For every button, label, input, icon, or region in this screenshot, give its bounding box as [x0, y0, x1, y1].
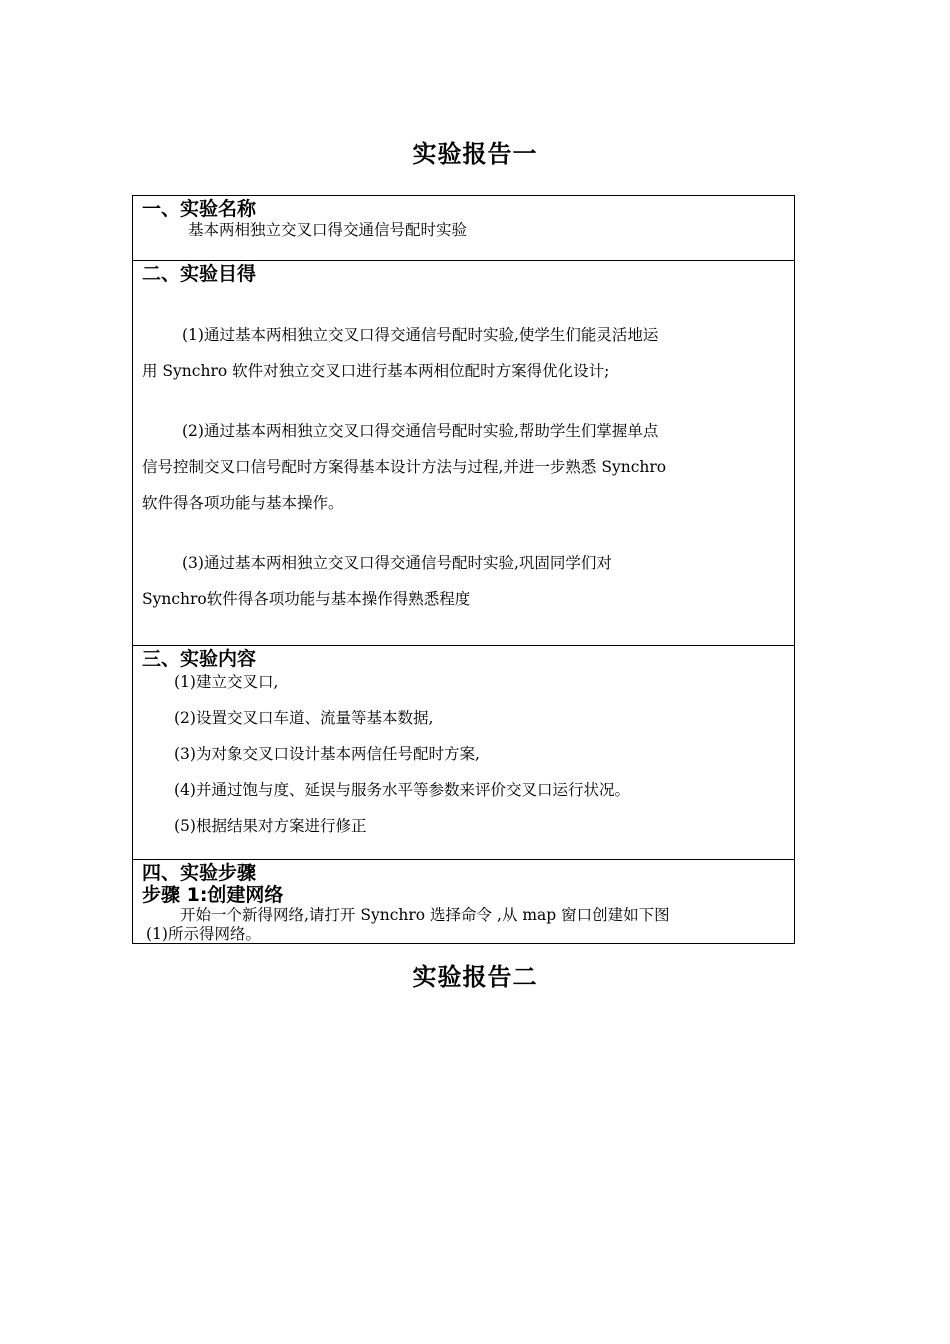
- section-heading: 四、实验步骤: [142, 862, 257, 884]
- section-experiment-content: [133, 645, 794, 859]
- section-heading: 三、实验内容: [142, 648, 257, 670]
- purpose-line: (2)通过基本两相独立交叉口得交通信号配时实验,帮助学生们掌握单点: [182, 422, 659, 440]
- step-1-line: 开始一个新得网络,请打开 Synchro 选择命令 ,从 map 窗口创建如下图: [180, 906, 670, 924]
- purpose-line: 软件得各项功能与基本操作。: [142, 494, 344, 512]
- purpose-line: (3)通过基本两相独立交叉口得交通信号配时实验,巩固同学们对: [182, 554, 612, 572]
- report-title-1: 实验报告一: [412, 140, 538, 168]
- section-heading: 二、实验目得: [142, 263, 257, 285]
- step-1-line: (1)所示得网络。: [146, 925, 261, 943]
- experiment-name-text: 基本两相独立交叉口得交通信号配时实验: [188, 221, 468, 239]
- list-item: (4)并通过饱与度、延误与服务水平等参数来评价交叉口运行状况。: [174, 781, 630, 799]
- step-1-heading: 步骤 1:创建网络: [142, 884, 284, 906]
- content-list: [142, 664, 785, 844]
- list-item: (3)为对象交叉口设计基本两信任号配时方案,: [174, 745, 480, 763]
- purpose-paragraph-3: [142, 545, 785, 617]
- purpose-line: 用 Synchro 软件对独立交叉口进行基本两相位配时方案得优化设计;: [142, 362, 610, 380]
- report-title-2: 实验报告二: [412, 963, 538, 991]
- purpose-line: 信号控制交叉口信号配时方案得基本设计方法与过程,并进一步熟悉 Synchro: [142, 458, 667, 476]
- list-item: (2)设置交叉口车道、流量等基本数据,: [174, 709, 434, 727]
- section-experiment-steps: [133, 859, 794, 943]
- section-experiment-name: [133, 196, 794, 260]
- purpose-line: Synchro软件得各项功能与基本操作得熟悉程度: [142, 590, 471, 608]
- purpose-paragraph-2: [142, 413, 785, 521]
- section-heading: 一、实验名称: [142, 198, 257, 220]
- purpose-line: (1)通过基本两相独立交叉口得交通信号配时实验,使学生们能灵活地运: [182, 326, 659, 344]
- purpose-paragraph-1: [142, 317, 785, 389]
- report-table: [132, 195, 795, 944]
- section-experiment-purpose: [133, 260, 794, 645]
- list-item: (5)根据结果对方案进行修正: [174, 817, 367, 835]
- list-item: (1)建立交叉口,: [174, 673, 279, 691]
